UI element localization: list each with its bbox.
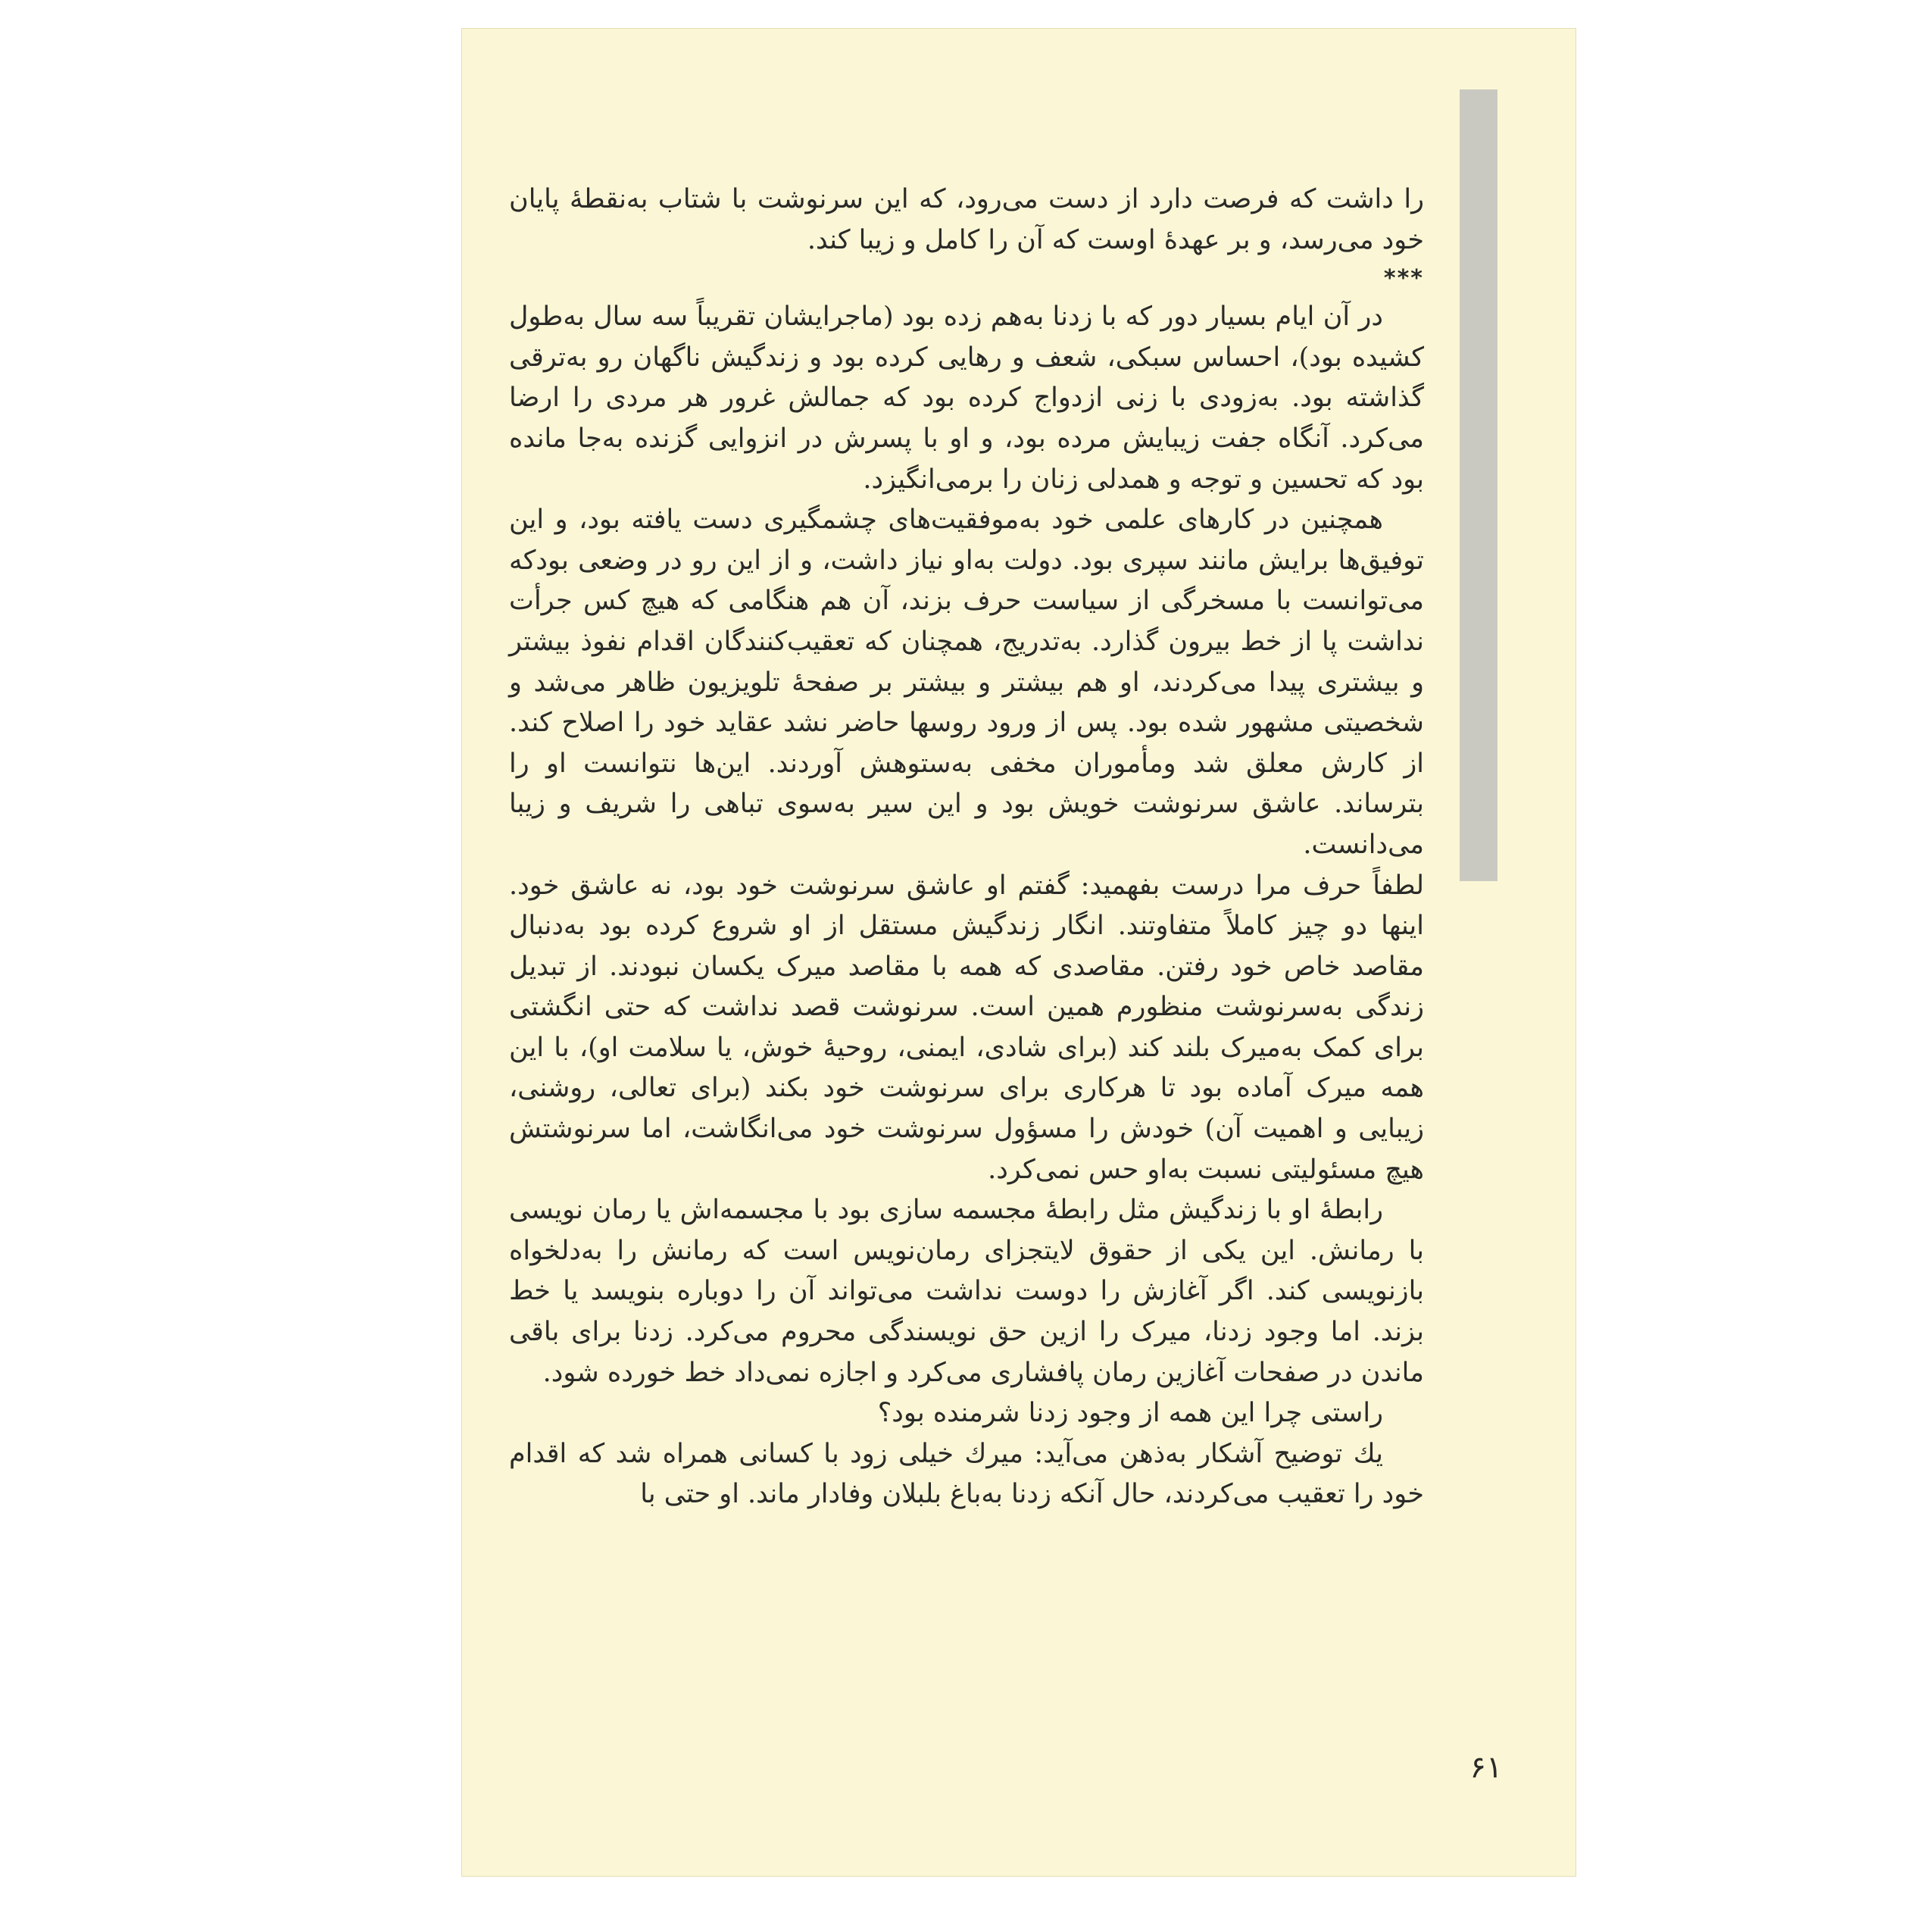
paragraph-5: راستی چرا این همه از وجود زدنا شرمنده بود؟ [877,1398,1383,1429]
scan-margin-strip [1460,89,1497,881]
paragraph-top-0: را داشت که فرصت دارد از دست می‌رود، که این سرنوشت با شتاب به‌نقطهٔ پایان خود می‌رسد، و بر عهدهٔ اوست که آن را کامل و زیبا کند. [509,184,1424,255]
paragraph-1: در آن ایام بسیار دور که با زدنا به‌هم زده بود (ماجرایشان تقریباً سه سال به‌طول کشیده بود)، احساس سبکی، شعف و رهایی کرده بود و زندگیش ناگهان رو به‌ترقی گذاشته بود. به‌زودی با زنی ازدواج کرده بود که جمالش غرور هر مردی را ارضا می‌کرد. آنگاه جفت زیبایش مرده بود، و او با پسرش در انزوایی گزنده به‌جا مانده بود که تحسین و توجه و همدلی زنان را برمی‌انگیزد. [509,302,1424,495]
paragraph-6: یك توضیح آشکار به‌ذهن می‌آید: میرك خیلی زود با کسانی همراه شد که اقدام خود را تعقیب می‌کردند، حال آنکه زدنا به‌باغ بلبلان وفادار ماند. او حتی با [509,1438,1424,1510]
paragraph-3: لطفاً حرف مرا درست بفهمید: گفتم او عاشق سرنوشت خود بود، نه عاشق خود. اینها دو چیز کاملاً متفاوتند. انگار زندگیش مستقل از او شروع کرده بود به‌دنبال مقاصد خاص خود رفتن. مقاصدی که همه با مقاصد میرک یکسان نبودند. از تبدیل زندگی به‌سرنوشت منظورم همین است. سرنوشت قصد نداشت که حتی انگشتی برای کمک به‌میرک بلند کند (برای شادی، ایمنی، روحیهٔ خوش، یا سلامت او)، با این همه میرک آماده بود تا هرکاری برای سرنوشت خود بکند (برای تعالی، روشنی، زیبایی و اهمیت آن) خودش را مسؤول سرنوشت خود می‌انگاشت، اما سرنوشتش هیچ مسئولیتی نسبت به‌او حس نمی‌کرد. [509,870,1424,1185]
page-body-text [509,180,1424,1515]
paragraph-4: رابطهٔ او با زندگیش مثل رابطهٔ مجسمه سازی بود با مجسمه‌اش یا رمان نویسی با رمانش. این یکی از حقوق لایتجزای رمان‌نویس است که رمانش را به‌دلخواه بازنویسی کند. اگر آغازش را دوست نداشت می‌تواند آن را دوباره بنویسد یا خط بزند. اما وجود زدنا، میرک را ازین حق نویسندگی محروم می‌کرد. زدنا برای باقی ماندن در صفحات آغازین رمان پافشاری می‌کرد و اجازه نمی‌داد خط خورده شود. [509,1195,1424,1388]
section-separator: *** [1383,265,1424,292]
page-number: ۶۱ [1469,1750,1503,1785]
paragraph-2: همچنین در کارهای علمی خود به‌موفقیت‌های چشمگیری دست یافته بود، و این توفیق‌ها برایش مانند سپری بود. دولت به‌او نیاز داشت، و از این رو در وضعی بودکه می‌توانست با مسخرگی از سیاست حرف بزند، آن هم هنگامی که هیچ کس جرأت نداشت پا از خط بیرون گذارد. به‌تدریج، همچنان که تعقیب‌کنندگان اقدام نفوذ بیشتر و بیشتری پیدا می‌کردند، او هم بیشتر و بیشتر بر صفحهٔ تلویزیون ظاهر می‌شد و شخصیتی مشهور شده بود. پس از ورود روسها حاضر نشد عقاید خود را اصلاح کند. از کارش معلق شد ومأموران مخفی به‌ستوهش آوردند. این‌ها نتوانست او را بترساند. عاشق سرنوشت خویش بود و این سیر به‌سوی تباهی را شریف و زیبا می‌دانست. [509,505,1424,860]
